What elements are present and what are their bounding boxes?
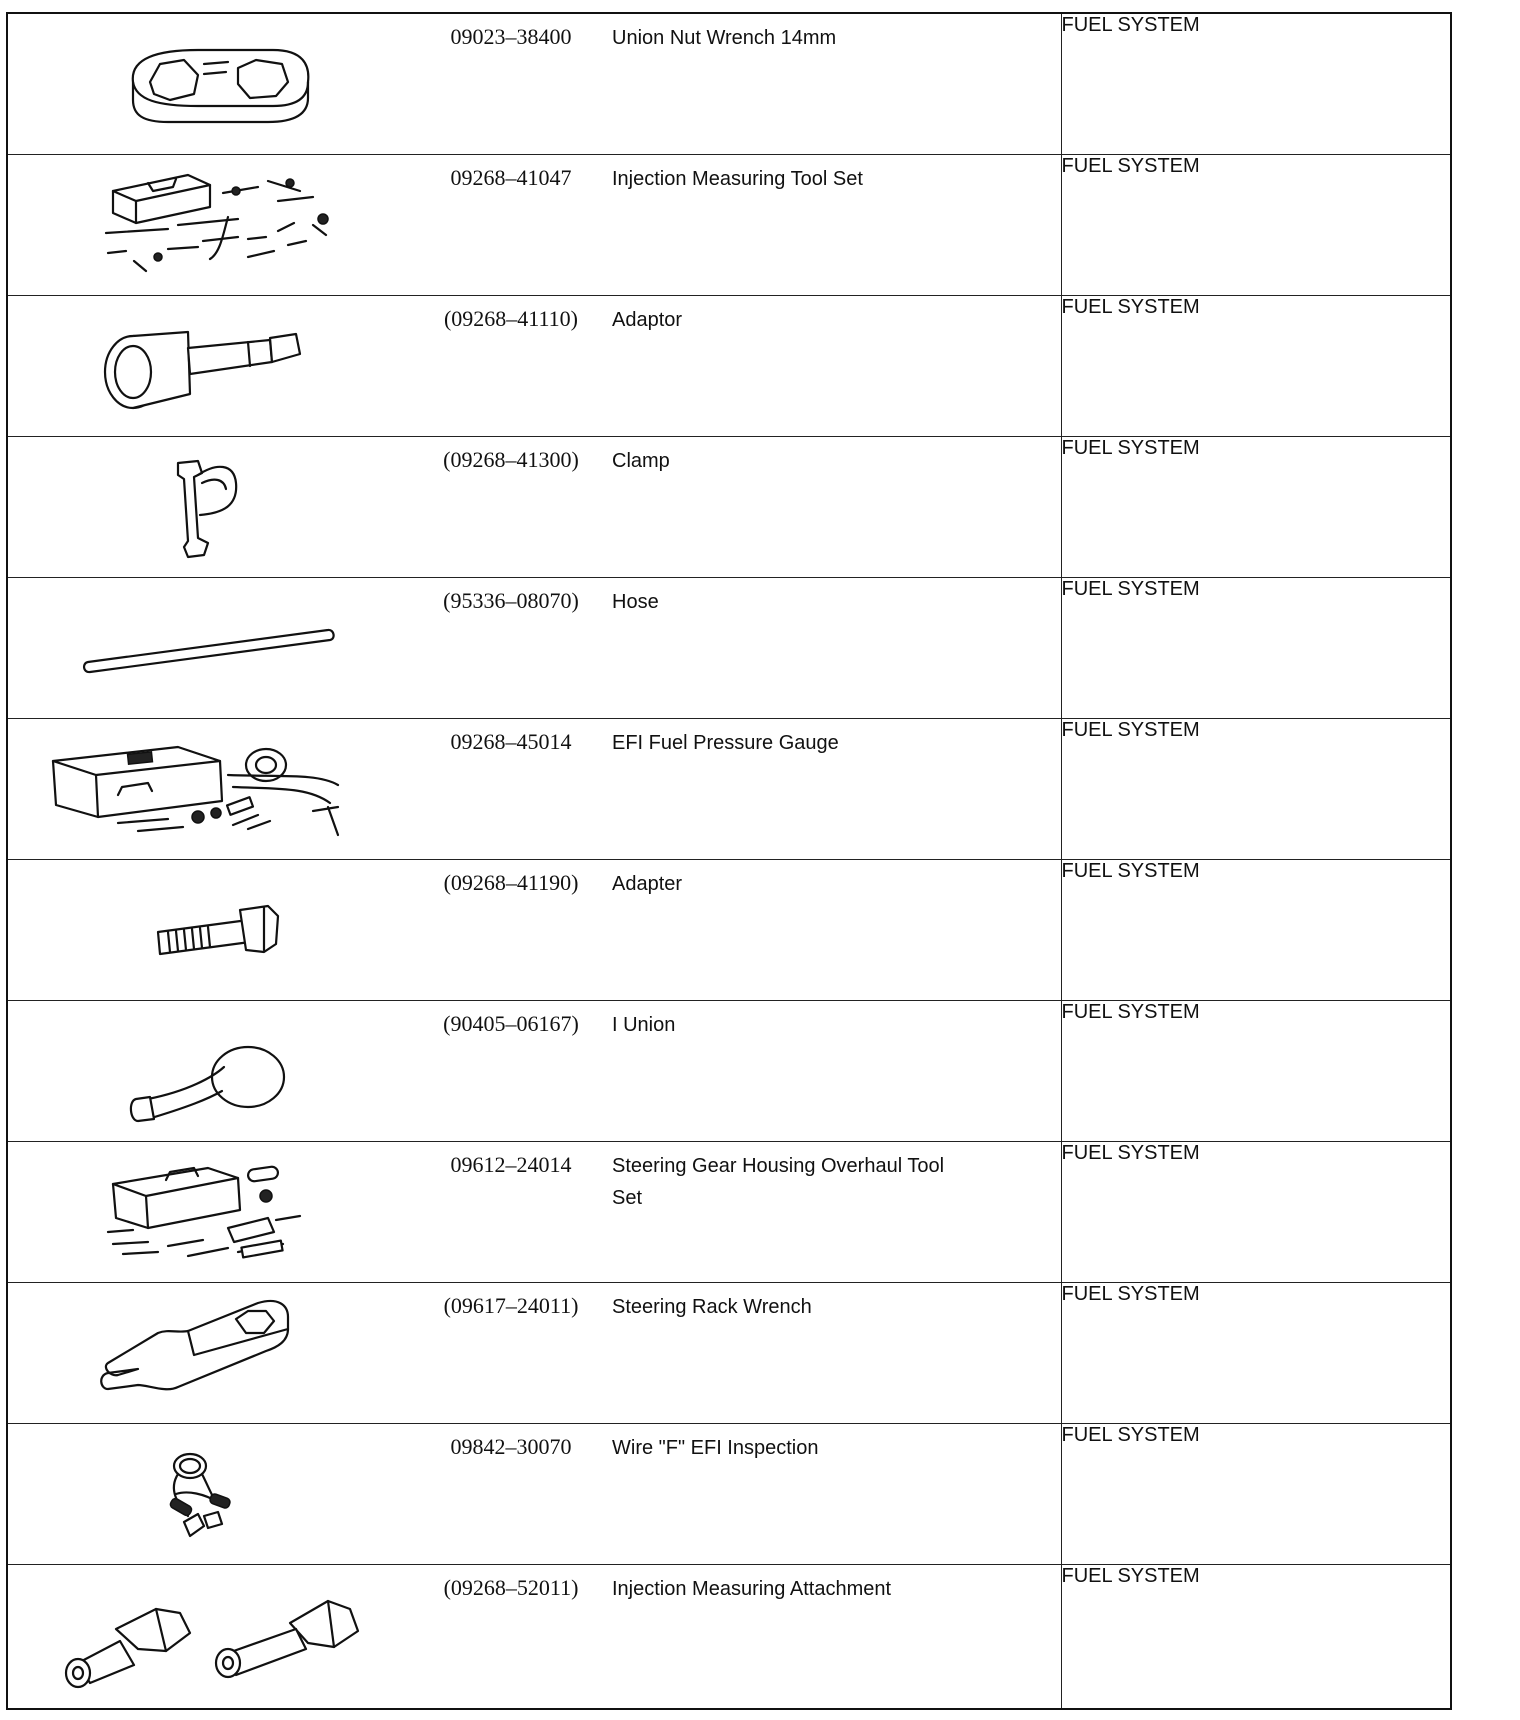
table-row bbox=[7, 1423, 1451, 1564]
tool-cell bbox=[7, 1141, 1061, 1282]
category-label: FUEL SYSTEM bbox=[1061, 577, 1451, 718]
part-number: 09268–41047 bbox=[450, 164, 572, 190]
tool-description: Injection Measuring Tool Set bbox=[612, 167, 863, 190]
table-row bbox=[7, 718, 1451, 859]
part-number: 09842–30070 bbox=[450, 1433, 572, 1459]
part-number: 09612–24014 bbox=[450, 1151, 572, 1177]
part-number: (95336–08070) bbox=[443, 587, 579, 613]
special-service-tools-table bbox=[6, 12, 1452, 1710]
hose-icon bbox=[38, 584, 388, 712]
category-label: FUEL SYSTEM bbox=[1061, 1423, 1451, 1564]
tool-cell bbox=[7, 295, 1061, 436]
tool-description: Wire "F" EFI Inspection bbox=[612, 1436, 819, 1459]
table-row bbox=[7, 1141, 1451, 1282]
clamp-icon bbox=[38, 443, 388, 571]
fuel-pressure-gauge-kit-icon bbox=[38, 725, 388, 853]
injection-measuring-tool-set-icon bbox=[38, 161, 388, 289]
tool-cell bbox=[7, 1000, 1061, 1141]
table-row bbox=[7, 154, 1451, 295]
tool-cell bbox=[7, 13, 1061, 154]
category-label: FUEL SYSTEM bbox=[1061, 859, 1451, 1000]
category-label: FUEL SYSTEM bbox=[1061, 1141, 1451, 1282]
tool-description: Adaptor bbox=[612, 308, 683, 331]
part-number: (09268–41110) bbox=[443, 305, 579, 331]
union-fitting-icon bbox=[38, 1007, 388, 1135]
tool-cell bbox=[7, 1423, 1061, 1564]
part-number: (09268–41190) bbox=[443, 869, 579, 895]
part-number: 09268–45014 bbox=[450, 728, 572, 754]
table-row bbox=[7, 1000, 1451, 1141]
category-label: FUEL SYSTEM bbox=[1061, 1000, 1451, 1141]
table-row bbox=[7, 436, 1451, 577]
tool-cell bbox=[7, 154, 1061, 295]
table-row bbox=[7, 577, 1451, 718]
tool-description: Union Nut Wrench 14mm bbox=[612, 27, 837, 49]
tool-description: Adapter bbox=[612, 872, 683, 895]
table-row bbox=[7, 13, 1451, 154]
inspection-wire-icon bbox=[38, 1430, 388, 1558]
part-number: (09268–41300) bbox=[443, 446, 579, 472]
category-label: FUEL SYSTEM bbox=[1061, 154, 1451, 295]
category-label: FUEL SYSTEM bbox=[1061, 295, 1451, 436]
adapter-bolt-icon bbox=[38, 866, 388, 994]
tool-description: Clamp bbox=[612, 449, 670, 472]
part-number: (09617–24011) bbox=[443, 1292, 579, 1318]
steering-rack-wrench-icon bbox=[38, 1289, 388, 1417]
tool-description: I Union bbox=[612, 1013, 676, 1036]
part-number: (09268–52011) bbox=[443, 1574, 579, 1600]
part-number: (90405–06167) bbox=[443, 1010, 579, 1036]
table-row bbox=[7, 1564, 1451, 1709]
union-nut-wrench-icon bbox=[38, 20, 388, 148]
tool-description: Steering Gear Housing Overhaul Tool Set bbox=[612, 1154, 945, 1209]
tool-cell bbox=[7, 1564, 1061, 1709]
category-label: FUEL SYSTEM bbox=[1061, 1282, 1451, 1423]
tool-description: Hose bbox=[612, 590, 659, 613]
table-row bbox=[7, 1282, 1451, 1423]
tool-cell bbox=[7, 859, 1061, 1000]
table-row bbox=[7, 295, 1451, 436]
category-label: FUEL SYSTEM bbox=[1061, 1564, 1451, 1709]
category-label: FUEL SYSTEM bbox=[1061, 436, 1451, 577]
category-label: FUEL SYSTEM bbox=[1061, 13, 1451, 154]
part-number: 09023–38400 bbox=[450, 24, 572, 49]
tool-cell bbox=[7, 1282, 1061, 1423]
tool-cell bbox=[7, 436, 1061, 577]
steering-gear-tool-set-icon bbox=[38, 1148, 388, 1276]
table-row bbox=[7, 859, 1451, 1000]
tool-cell bbox=[7, 718, 1061, 859]
tool-description: Steering Rack Wrench bbox=[612, 1295, 812, 1318]
tool-description: EFI Fuel Pressure Gauge bbox=[612, 731, 839, 754]
injection-attachment-icon bbox=[38, 1571, 388, 1699]
category-label: FUEL SYSTEM bbox=[1061, 718, 1451, 859]
adaptor-icon bbox=[38, 302, 388, 430]
tool-description: Injection Measuring Attachment bbox=[612, 1577, 892, 1600]
tool-cell bbox=[7, 577, 1061, 718]
